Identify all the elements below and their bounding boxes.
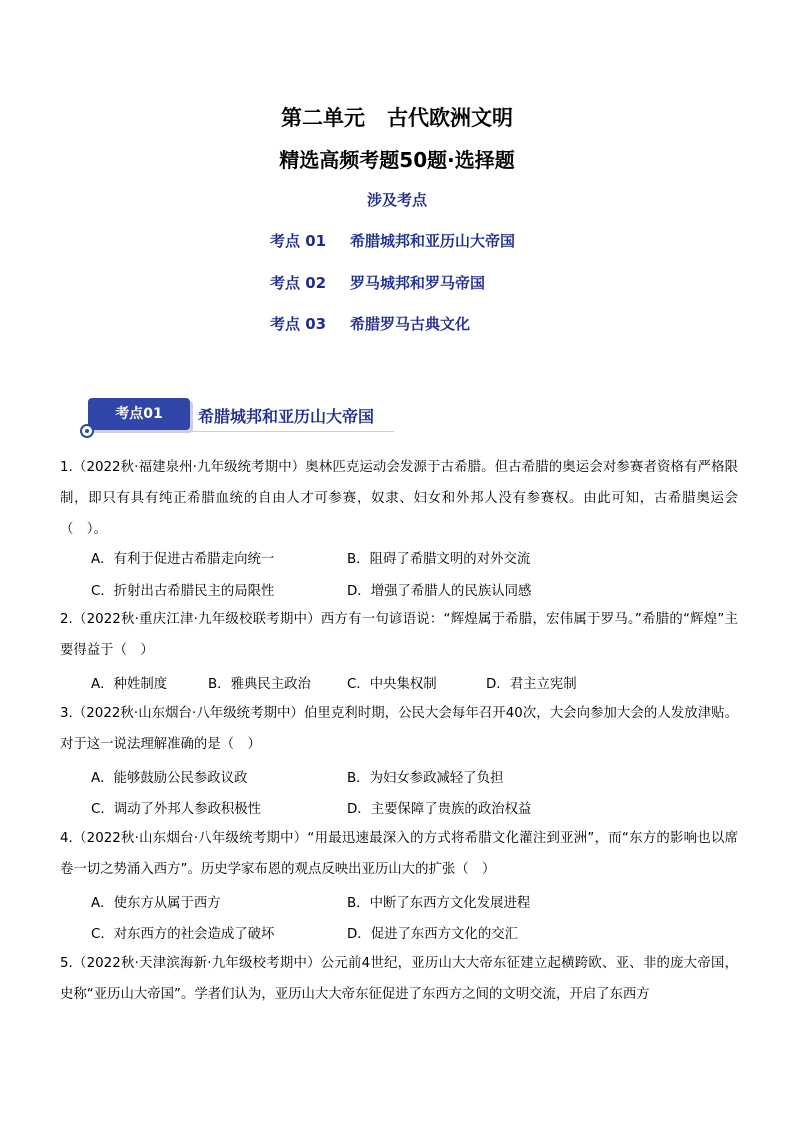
question-5-stem: 5.（2022秋·天津滨海新·九年级校考期中）公元前4世纪，亚历山大大帝东征建立起横跨欧、亚、非的庞大帝国，史称“亚历山大帝国”。学者们认为，亚历山大大帝东征促进了东西方之间的文明交流，开启了东西方: [60, 956, 738, 1002]
question-2-option-d: D．君主立宪制: [486, 677, 577, 692]
question-2-option-c: C．中央集权制: [347, 677, 437, 692]
section-header: [80, 398, 410, 442]
question-1-option-d: D．增强了希腊人的民族认同感: [347, 584, 532, 599]
question-2-option-a: A．种姓制度: [91, 677, 168, 692]
question-4-option-d: D．促进了东西方文化的交汇: [347, 927, 518, 942]
kp-code: 考点 03: [270, 315, 327, 333]
question-4-stem: 4.（2022秋·山东烟台·八年级统考期中）“用最迅速最深入的方式将希腊文化灌注到亚洲”，而“东方的影响也以席卷一切之势涌入西方”。历史学家布恩的观点反映出亚历山大的扩张（ ）: [60, 831, 738, 877]
unit-title: 古代欧洲文明: [387, 106, 513, 130]
question-3-stem: 3.（2022秋·山东烟台·八年级统考期中）伯里克利时期，公民大会每年召开40次，大会向参加大会的人发放津贴。对于这一说法理解准确的是（ ）: [60, 706, 738, 752]
unit-label: 第二单元: [281, 106, 365, 130]
question-4-option-b: B．中断了东西方文化发展进程: [347, 896, 531, 911]
kp-name: 希腊罗马古典文化: [350, 315, 471, 333]
kp-code: 考点 02: [270, 274, 327, 292]
knowledge-point-3: [270, 313, 470, 334]
knowledge-point-2: [270, 272, 485, 293]
question-2-option-b: B．雅典民主政治: [208, 677, 311, 692]
scope-label: 涉及考点: [366, 191, 427, 209]
question-3-option-d: D．主要保障了贵族的政治权益: [347, 802, 532, 817]
section-title: 希腊城邦和亚历山大帝国: [198, 407, 375, 426]
question-1-option-c: C．折射出古希腊民主的局限性: [91, 584, 275, 599]
document-title: [0, 102, 794, 132]
question-3-option-b: B．为妇女参政减轻了负担: [347, 771, 504, 786]
section-underline: [94, 431, 394, 432]
question-1-stem: 1.（2022秋·福建泉州·九年级统考期中）奥林匹克运动会发源于古希腊。但古希腊的奥运会对参赛者资格有严格限制，即只有具有纯正希腊血统的自由人才可参赛，奴隶、妇女和外邦人没有参赛权。由此可知，古希腊奥运会（ ）。: [60, 460, 738, 537]
badge-dot-icon: [80, 424, 94, 438]
question-4-option-a: A．使东方从属于西方: [91, 896, 221, 911]
question-4-option-c: C．对东西方的社会造成了破坏: [91, 927, 275, 942]
question-3-option-c: C．调动了外邦人参政积极性: [91, 802, 262, 817]
kp-name: 罗马城邦和罗马帝国: [350, 274, 486, 292]
kp-name: 希腊城邦和亚历山大帝国: [350, 232, 516, 250]
question-1-option-b: B．阻碍了希腊文明的对外交流: [347, 552, 531, 567]
knowledge-point-1: [270, 230, 515, 251]
section-badge: 考点01: [88, 398, 190, 430]
question-1-option-a: A．有利于促进古希腊走向统一: [91, 552, 275, 567]
question-2-stem: 2.（2022秋·重庆江津·九年级校联考期中）西方有一句谚语说：“辉煌属于希腊，宏伟属于罗马。”希腊的“辉煌”主要得益于（ ）: [60, 612, 738, 658]
question-3-option-a: A．能够鼓励公民参政议政: [91, 771, 248, 786]
document-subtitle: 精选高频考题50题·选择题: [279, 148, 515, 172]
kp-code: 考点 01: [270, 232, 327, 250]
